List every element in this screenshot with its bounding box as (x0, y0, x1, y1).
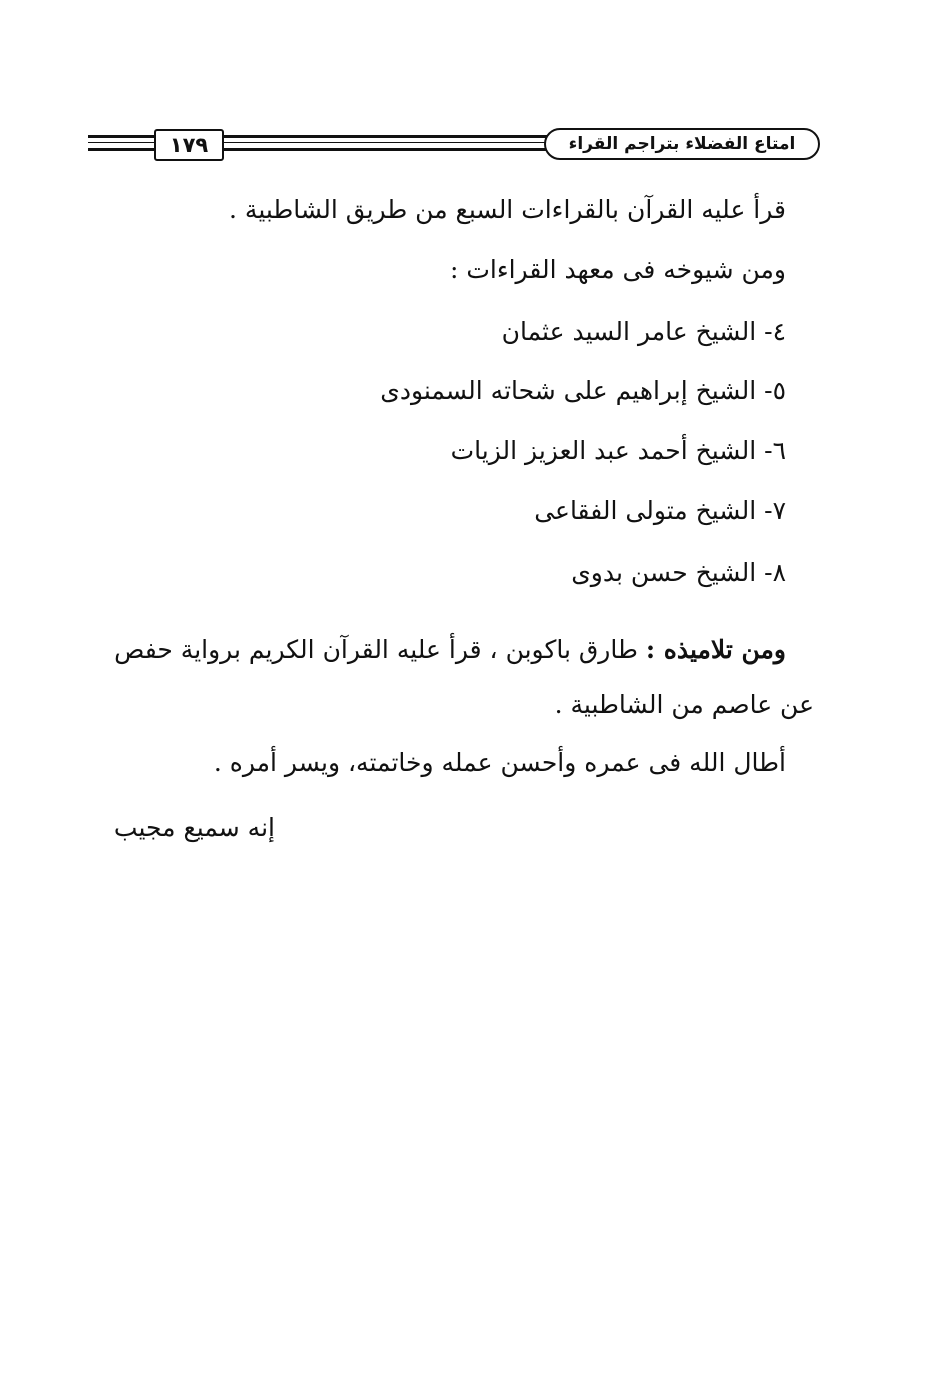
students-paragraph (114, 632, 786, 668)
prayer-line: أطال الله فى عمره وأحسن عمله وخاتمته، ويسر أمره . (213, 748, 786, 777)
students-label: ومن تلاميذه : (645, 635, 786, 664)
text-line: قرأ عليه القرآن بالقراءات السبع من طريق الشاطبية . (229, 195, 786, 224)
text-line: عن عاصم من الشاطبية . (554, 690, 814, 719)
page-number: ١٧٩ (154, 129, 224, 161)
header-rule-center-top (218, 135, 548, 138)
students-text: طارق باكوبن ، قرأ عليه القرآن الكريم برواية حفص (114, 635, 646, 664)
teacher-item: ٤- الشيخ عامر السيد عثمان (501, 317, 786, 346)
teacher-item: ٧- الشيخ متولى الفقاعى (534, 496, 786, 525)
page-header (88, 122, 820, 162)
header-rule-center-bottom (218, 148, 548, 151)
header-rule-top (88, 135, 158, 138)
header-rule-mid (88, 142, 158, 143)
teacher-item: ٥- الشيخ إبراهيم على شحاته السمنودى (380, 376, 786, 405)
header-rule-bottom (88, 148, 158, 151)
text-line: ومن شيوخه فى معهد القراءات : (450, 255, 786, 284)
teacher-item: ٦- الشيخ أحمد عبد العزيز الزيات (450, 436, 786, 465)
header-rule-center-mid (218, 142, 548, 143)
closing-line: إنه سميع مجيب (113, 813, 275, 842)
teacher-item: ٨- الشيخ حسن بدوى (571, 558, 786, 587)
book-title: امتاع الفضلاء بتراجم القراء (544, 128, 820, 160)
